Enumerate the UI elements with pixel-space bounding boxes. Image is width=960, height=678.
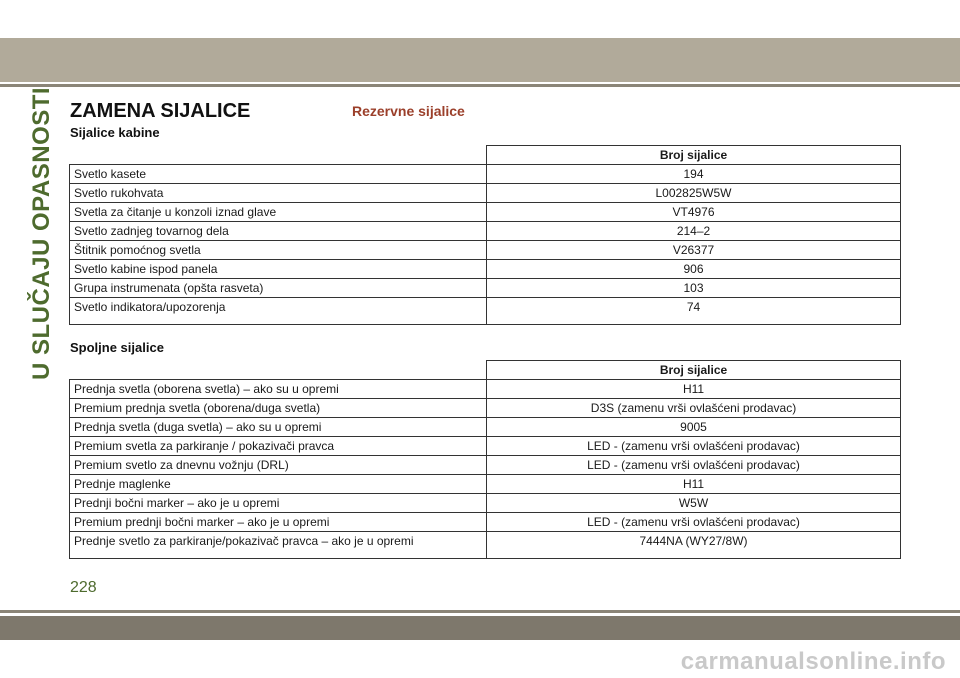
table-header-row: [70, 361, 901, 380]
header-divider: [0, 84, 960, 87]
bulb-location: Premium prednja svetla (oborena/duga svetla): [70, 399, 487, 418]
bulb-number: VT4976: [487, 203, 901, 222]
bulb-location: Premium prednji bočni marker – ako je u opremi: [70, 513, 487, 532]
bulb-number: D3S (zamenu vrši ovlašćeni prodavac): [487, 399, 901, 418]
bulb-number: 74: [487, 298, 901, 325]
bulb-location: Premium svetlo za dnevnu vožnju (DRL): [70, 456, 487, 475]
bulb-location: Prednji bočni marker – ako je u opremi: [70, 494, 487, 513]
table-row: [70, 418, 901, 437]
section-side-label: U SLUČAJU OPASNOSTI: [28, 86, 55, 380]
bulb-number: H11: [487, 380, 901, 399]
bulb-location: Premium svetla za parkiranje / pokazivači pravca: [70, 437, 487, 456]
bulb-number: 103: [487, 279, 901, 298]
bulb-location: Prednje maglenke: [70, 475, 487, 494]
table-row: [70, 380, 901, 399]
bulb-number: 7444NA (WY27/8W): [487, 532, 901, 559]
footer-band: [0, 616, 960, 640]
bulb-number: V26377: [487, 241, 901, 260]
page-number: 228: [70, 579, 97, 596]
page-subtitle: Rezervne sijalice: [352, 103, 465, 119]
bulb-location: Prednja svetla (oborena svetla) – ako su u opremi: [70, 380, 487, 399]
footer-divider: [0, 610, 960, 613]
bulb-location: Grupa instrumenata (opšta rasveta): [70, 279, 487, 298]
bulb-location: Svetlo rukohvata: [70, 184, 487, 203]
table-row: [70, 513, 901, 532]
table-header-row: [70, 146, 901, 165]
bulb-location: Svetlo kasete: [70, 165, 487, 184]
table-row: [70, 241, 901, 260]
bulb-location: Svetlo zadnjeg tovarnog dela: [70, 222, 487, 241]
cabin-section-heading: Sijalice kabine: [70, 125, 160, 140]
bulb-number: 906: [487, 260, 901, 279]
bulb-number: L002825W5W: [487, 184, 901, 203]
bulb-location: Prednja svetla (duga svetla) – ako su u opremi: [70, 418, 487, 437]
table-row: [70, 298, 901, 325]
table-row: [70, 222, 901, 241]
table-row: [70, 437, 901, 456]
table-row: [70, 279, 901, 298]
bulb-number: LED - (zamenu vrši ovlašćeni prodavac): [487, 437, 901, 456]
bulb-location: Svetla za čitanje u konzoli iznad glave: [70, 203, 487, 222]
bulb-location: Svetlo kabine ispod panela: [70, 260, 487, 279]
table-row: [70, 494, 901, 513]
bulb-number: W5W: [487, 494, 901, 513]
table-row: [70, 475, 901, 494]
table-header-empty: [70, 361, 487, 380]
table-row: [70, 260, 901, 279]
watermark: carmanualsonline.info: [680, 648, 946, 675]
table-header-empty: [70, 146, 487, 165]
bulb-number: 214–2: [487, 222, 901, 241]
bulb-location: Štitnik pomoćnog svetla: [70, 241, 487, 260]
bulb-number: H11: [487, 475, 901, 494]
exterior-bulbs-table: [69, 360, 901, 559]
bulb-location: Svetlo indikatora/upozorenja: [70, 298, 487, 325]
exterior-section-heading: Spoljne sijalice: [70, 340, 164, 355]
table-row: [70, 165, 901, 184]
bulb-number: 194: [487, 165, 901, 184]
bulb-location: Prednje svetlo za parkiranje/pokazivač pravca – ako je u opremi: [70, 532, 487, 559]
page-title: ZAMENA SIJALICE: [70, 100, 251, 122]
table-header-bulb-number: Broj sijalice: [487, 361, 901, 380]
table-row: [70, 532, 901, 559]
table-row: [70, 399, 901, 418]
bulb-number: LED - (zamenu vrši ovlašćeni prodavac): [487, 456, 901, 475]
table-header-bulb-number: Broj sijalice: [487, 146, 901, 165]
bulb-number: 9005: [487, 418, 901, 437]
cabin-bulbs-table: [69, 145, 901, 325]
bulb-number: LED - (zamenu vrši ovlašćeni prodavac): [487, 513, 901, 532]
table-row: [70, 456, 901, 475]
table-row: [70, 203, 901, 222]
header-band: [0, 38, 960, 82]
table-row: [70, 184, 901, 203]
